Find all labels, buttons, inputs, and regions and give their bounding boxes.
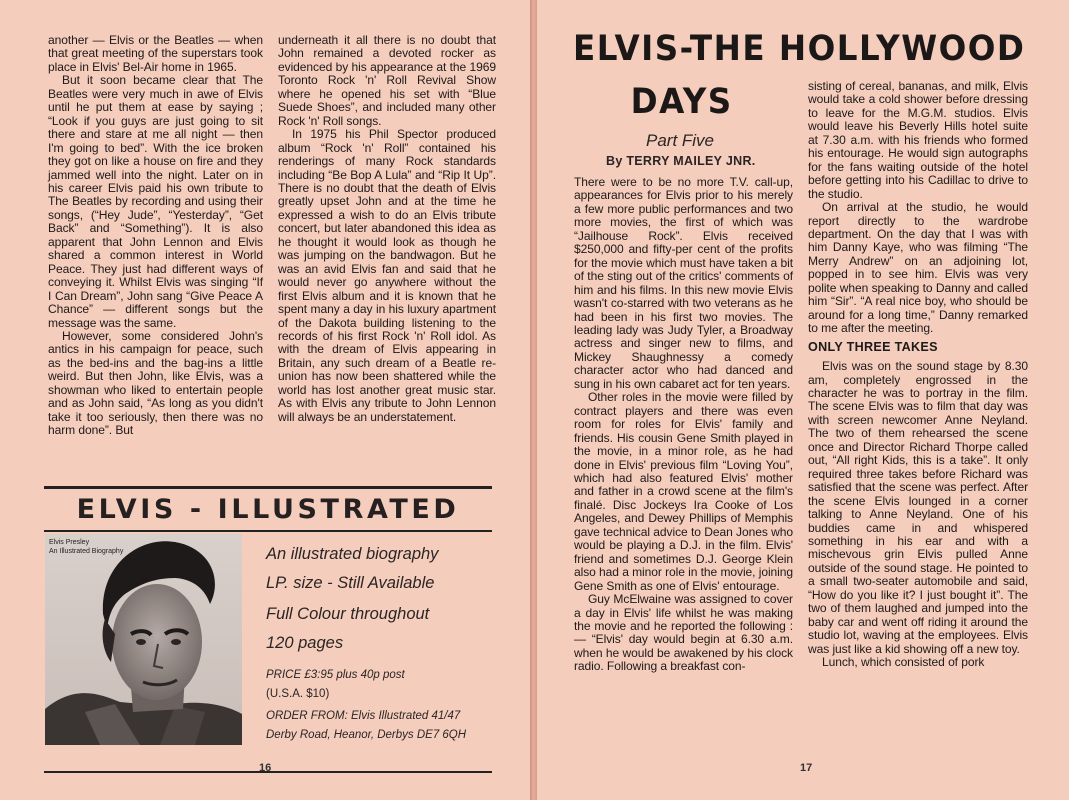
paragraph: But it soon became clear that The Beatles were very much in awe of Elvis until he put them at ease by saying ; “Look if you guys are just going to sit there and stare at me all night — then I'm going to bed”. With the ice broken they got on like a house on fire and they jammed well into the night. Later on in his career Elvis paid his own tribute to The Beatles by recording and using their songs, (“Hey Jude”, “Yesterday”, “Get Back” and “Something”). It is also apparent that John Lennon and Elvis shared a common interest in World Peace. They just had different ways of conveying it. Whilst Elvis was singing “If I Can Dream”, John sang “Give Peace A Chance” — different songs but the message was the same. <box>48 73 263 330</box>
advert-title: ELVIS - ILLUSTRATED <box>76 494 460 525</box>
advert-details <box>266 545 496 748</box>
right-column-2-bottom <box>808 360 1028 669</box>
advert-line-lp-size: LP. size - Still Available <box>266 574 435 592</box>
book-cover-caption <box>49 538 123 556</box>
paragraph: underneath it all there is no doubt that John remained a devoted rocker as evidenced by his appearance at the 1969 Toronto Rock 'n' Roll Revival Show where he opened his set with “Blue Suede Shoes”, and included many other Rock 'n' Roll songs. <box>278 33 496 128</box>
paragraph: sisting of cereal, bananas, and milk, Elvis would take a cold shower before dressing to leave for the M.G.M. studios. Elvis would leave his Beverly Hills hotel suite at 7.30 a.m. with his friends who formed his entourage. He would sign autographs for the fans waiting outside of the hotel before getting into his Cadillac to drive to the studio. <box>808 79 1028 201</box>
advert-title-rule <box>44 530 492 532</box>
advert-top-rule <box>44 486 492 489</box>
paragraph: Other roles in the movie were filled by contract players and there was even room for roles for Elvis' family and friends. His cousin Gene Smith played in the movie, in a minor role, as he had done in Elvis' previous film “Loving You”, which had also featured Elvis' mother and father in a crowd scene at the film's finalé. Disc Jockeys Ira Cooke of Los Angeles, and Dewey Phillips of Memphis gave technical advice to Dean Jones who would be playing a D.J. in the film. Elvis' friend and sometimes D.J. George Klein also had a minor role in the movie, joining Gene Smith as one of Elvis' entourage. <box>574 390 793 593</box>
left-column-1 <box>48 34 263 438</box>
paragraph: Elvis was on the sound stage by 8.30 am, completely engrossed in the character he was to portray in the film. The scene Elvis was to film that day was with screen newcomer Anne Neyland. The two of them rehearsed the scene once and Director Richard Thorpe called out, “All right Kids, this is a take”. It only required three takes before Richard was satisfied that the scene was perfect. After the scene Elvis lounged in a corner talking to Anne Neyland. One of his buddies came in and whispered something in his ear and with a mischevous grin Elvis pulled Anne outside of the sound stage. He pointed to a small two-seater automobile and said, “How do you like it? I just bought it”. The two of them laughed and jumped into the baby car and went off riding it around the studio lot, waving at the employees. Elvis was just like a kid showing off a new toy. <box>808 359 1028 656</box>
paragraph: There were to be no more T.V. call-up, appearances for Elvis prior to his merely a few more public performances and two more movies, the first of which was “Jailhouse Rock”. Elvis received $250,000 and fifty-per cent of the profits for the movie which must have taken a bit of the sting out of the critics' comments of him and his films. In this new movie Elvis wasn't co-starred with two veterans as he had been in his first two movies. The leading lady was Judy Tyler, a Broadway actress and singer new to films, and Mickey Shaughnessy a comedy character actor who had danced and sung in his own cabaret act for ten years. <box>574 175 793 391</box>
elvis-book-cover-photo <box>45 534 242 745</box>
advert-address: Derby Road, Heanor, Derbys DE7 6QH <box>266 729 467 741</box>
left-column-2 <box>278 34 496 424</box>
article-byline: By TERRY MAILEY JNR. <box>606 154 756 168</box>
headline-line-1: ELVIS-THE HOLLYWOOD <box>573 29 1026 69</box>
right-column-2-top <box>808 80 1028 336</box>
page-gutter <box>530 0 537 800</box>
advert-line-illustrated-biography: An illustrated biography <box>266 545 439 563</box>
paragraph: Lunch, which consisted of pork <box>822 655 985 670</box>
advert-line-pages: 120 pages <box>266 634 344 652</box>
article-part-label: Part Five <box>646 131 715 150</box>
subheading-only-three-takes: ONLY THREE TAKES <box>808 339 938 354</box>
advert-line-full-colour: Full Colour throughout <box>266 605 430 623</box>
paragraph: However, some considered John's antics in his campaign for peace, such as the bed-ins and the bag-ins a little weird. But then John, like Elvis, was a showman who liked to entertain people and as John said, “As long as you didn't take it too seriously, then there was no harm done”. But <box>48 328 263 438</box>
paragraph: On arrival at the studio, he would report directly to the wardrobe department. On the day that I was with him Danny Kaye, who was filming “The Merry Andrew” on an adjoining lot, popped in to see him. Elvis was very polite when speaking to Danny and called him “Sir”. “A real nice boy, who should be around for a long time,” Danny remarked to me after the meeting. <box>808 200 1028 336</box>
page-number-left: 16 <box>259 762 272 774</box>
paragraph: Guy McElwaine was assigned to cover a day in Elvis' life whilst he was making the movie and he reported the following :— “Elvis' day would begin at 6.30 a.m. when he would be awakened by his clock radio. Following a breakfast con- <box>574 592 793 674</box>
advert-order-from: ORDER FROM: Elvis Illustrated 41/47 <box>266 710 461 722</box>
paragraph: In 1975 his Phil Spector produced album “Rock 'n' Roll” contained his renderings of many Rock standards including “Be Bop A Lula” and “Rip It Up”. There is no doubt that the death of Elvis greatly upset John and at the time he expressed a wish to do an Elvis tribute concert, but later abandoned this idea as he thought it would look as though he was jumping on the bandwagon. But he was an avid Elvis fan and said that he would never go anywhere without the first Elvis album and it is known that he spent many a day in his luxury apartment of the Dakota building listening to the records of his first Rock 'n' Roll idol. As with the dream of Elvis appearing in Britain, any such dream of a Beatle re-union has now been shattered while the world has lost another great music star. As with Elvis any tribute to John Lennon will always be an understatement. <box>278 127 496 424</box>
page-number-right: 17 <box>800 762 813 774</box>
right-column-2 <box>808 80 1028 669</box>
advert-price: PRICE £3:95 plus 40p post <box>266 669 405 681</box>
advert-usa-price: (U.S.A. $10) <box>266 688 330 700</box>
book-cover-caption-line2: An Illustrated Biography <box>49 548 124 555</box>
elvis-portrait-illustration <box>45 534 242 745</box>
book-cover-caption-line1: Elvis Presley <box>49 539 90 546</box>
right-column-1 <box>574 176 793 674</box>
headline-line-2: DAYS <box>630 82 733 122</box>
paragraph: another — Elvis or the Beatles — when that great meeting of the superstars took place in Elvis' Bel-Air home in 1965. <box>48 33 263 74</box>
